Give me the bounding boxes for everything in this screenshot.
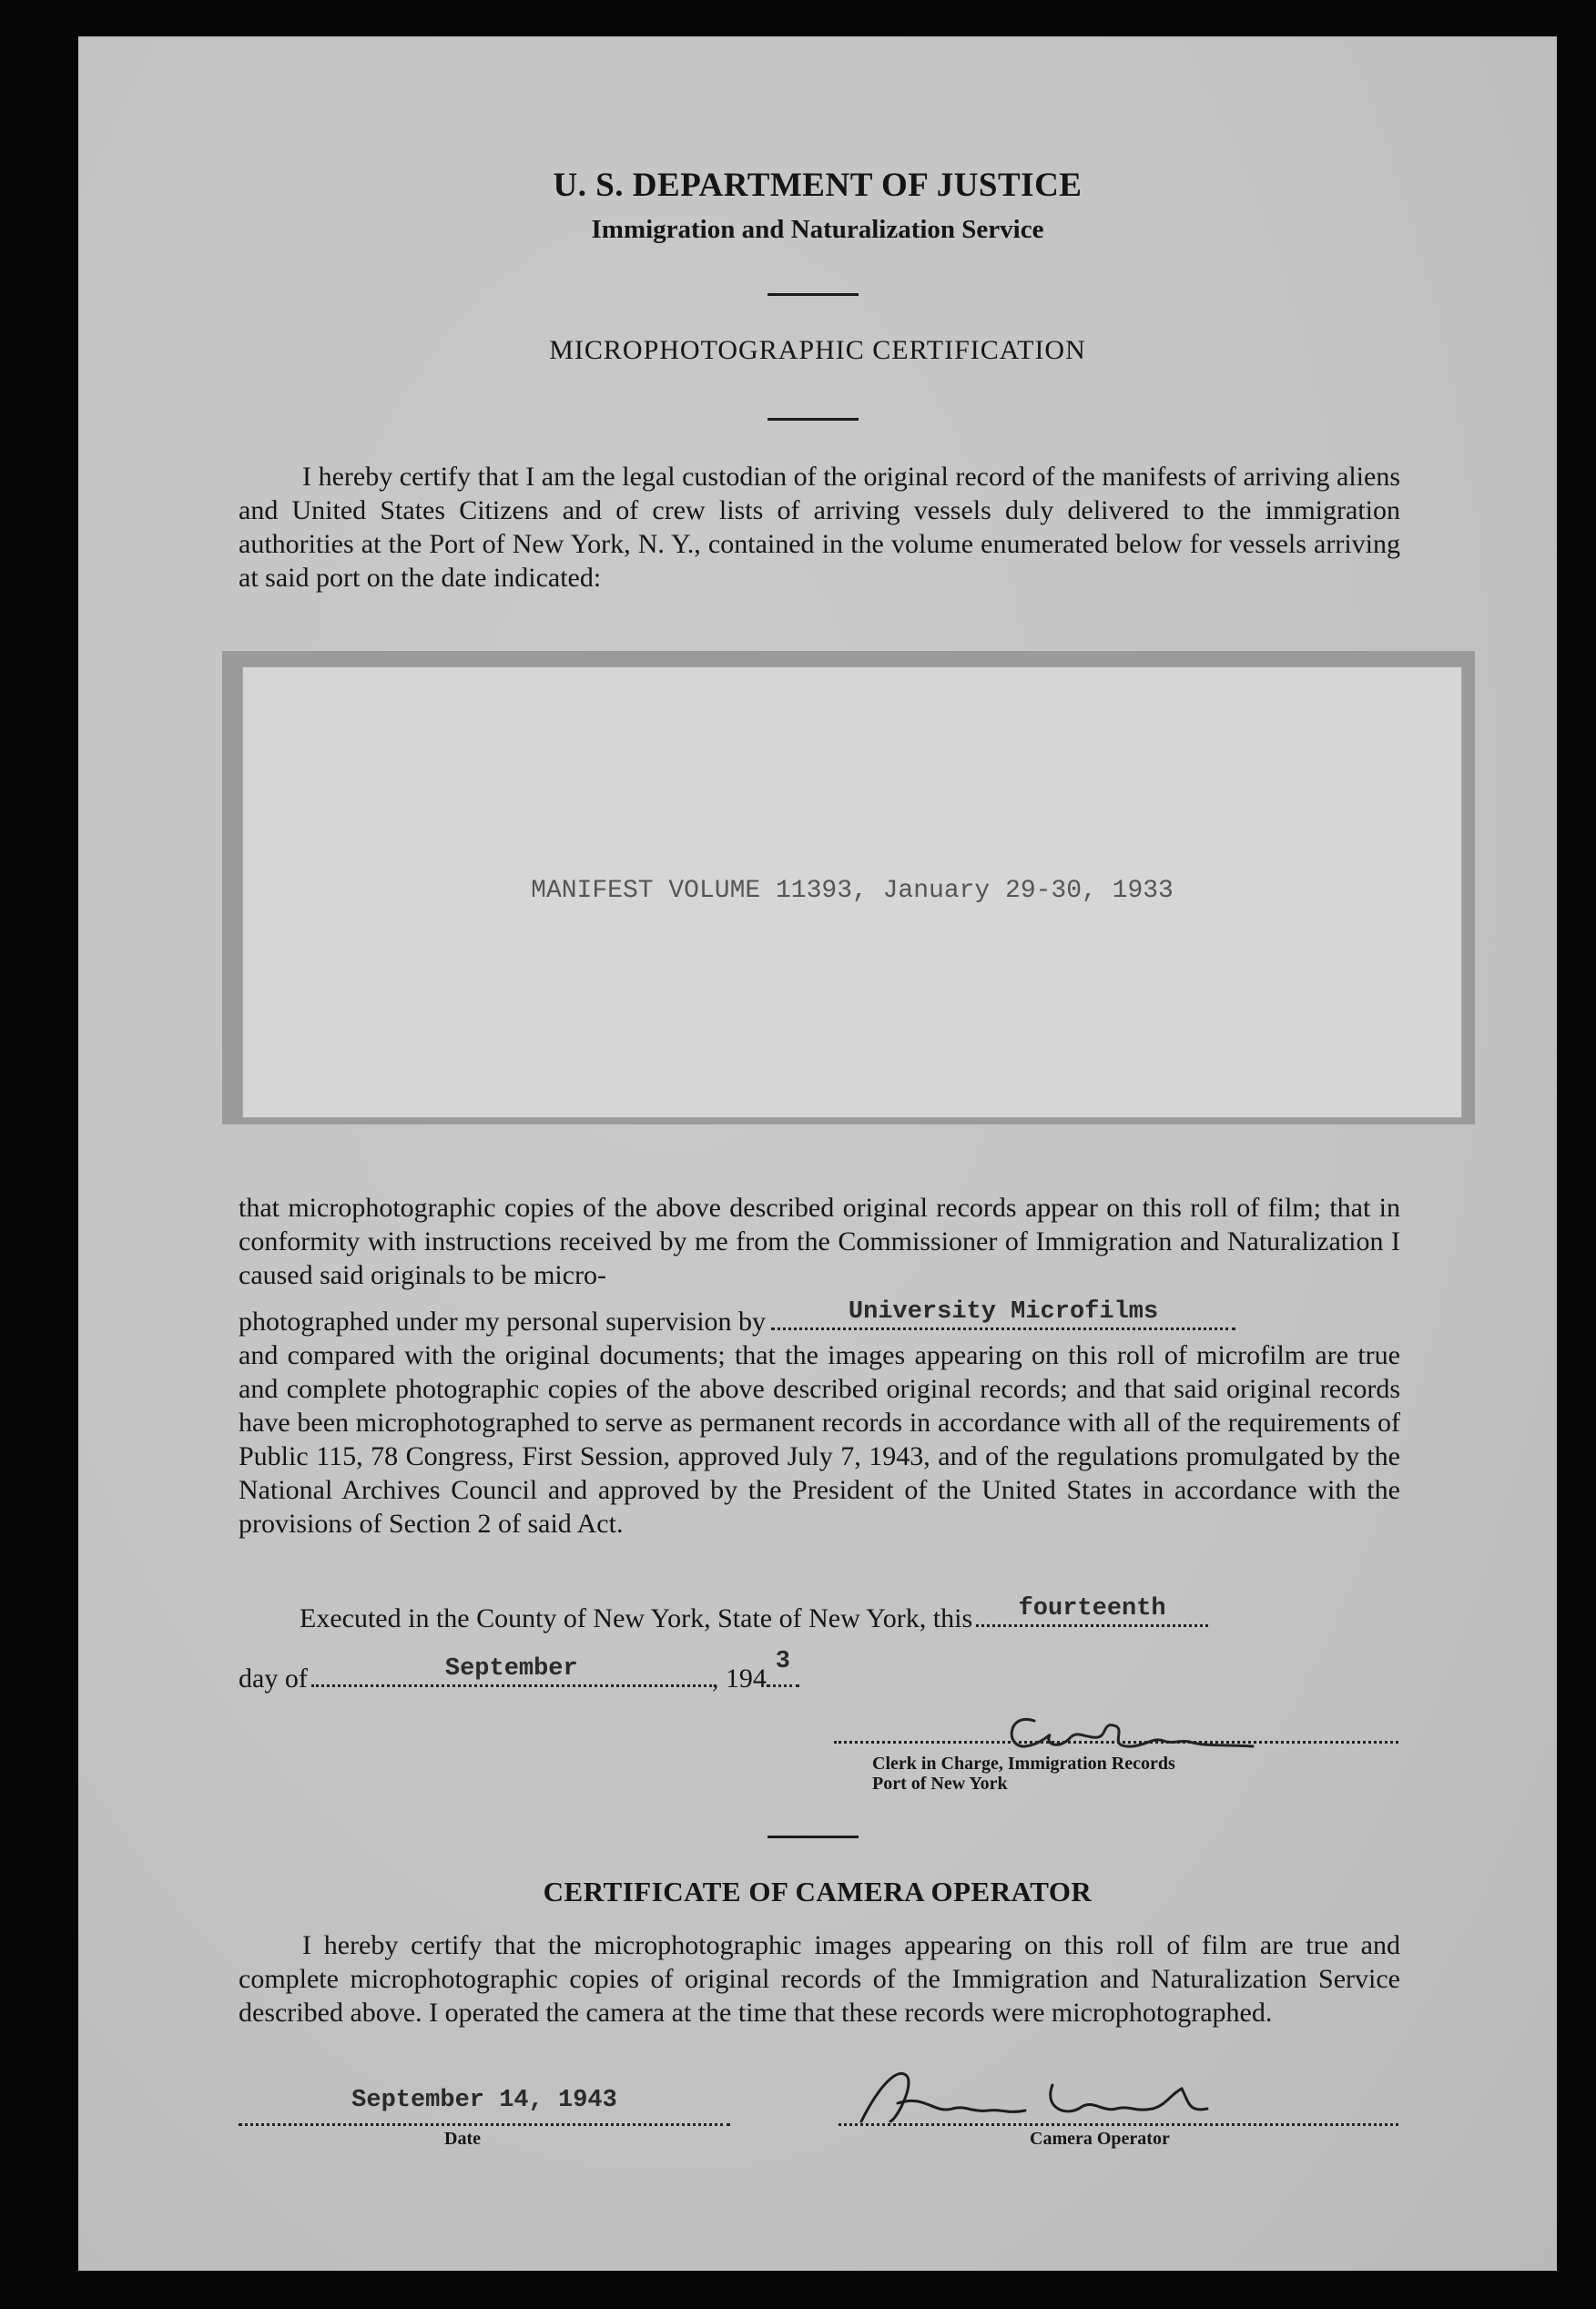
- clerk-title-line1: Clerk in Charge, Immigration Records: [872, 1754, 1175, 1774]
- clerk-title-line2: Port of New York: [872, 1774, 1008, 1794]
- body-paragraph-2: and compared with the original documents; that the images appearing on this roll of microfilm are true and complete photographic copies of the above described original records; and that said original records have been microphotographed to serve as permanent records in accordance with all of the requirements of Public 115, 78 Congress, First Session, approved July 7, 1943, and of the regulations promulgated by the National Archives Council and approved by the President of the United States in accordance with the provisions of Section 2 of said Act.: [239, 1340, 1400, 1539]
- supervision-name: University Microfilms: [848, 1298, 1159, 1326]
- certificate-page: [78, 36, 1557, 2271]
- divider-rule: [768, 1836, 859, 1838]
- executed-day-field: [976, 1595, 1208, 1627]
- operator-signature: [843, 2058, 1225, 2131]
- divider-rule: [768, 418, 859, 421]
- date-label: Date: [444, 2129, 481, 2149]
- operator-date-value: September 14, 1943: [351, 2087, 617, 2114]
- year-digit: 3: [775, 1648, 790, 1675]
- date-line: [239, 2121, 730, 2126]
- service-subtitle: Immigration and Naturalization Service: [591, 215, 1044, 244]
- year-prefix: , 194: [711, 1663, 767, 1694]
- clerk-signature-line: [834, 1739, 1398, 1744]
- manifest-card: [242, 666, 1462, 1118]
- month-field: [311, 1655, 712, 1687]
- executed-line: [300, 1595, 1208, 1634]
- supervision-field: [771, 1298, 1235, 1330]
- certification-heading: MICROPHOTOGRAPHIC CERTIFICATION: [549, 335, 1086, 365]
- camera-operator-paragraph: I hereby certify that the microphotographic images appearing on this roll of film are true and complete microphotographic copies of original records of the Immigration and Naturalization Service described above. I operated the camera at the time that these records were microphotographed.: [239, 1930, 1400, 2028]
- camera-operator-label: Camera Operator: [1030, 2129, 1170, 2149]
- supervision-prefix: photographed under my personal supervision by: [239, 1307, 767, 1337]
- supervision-line: [239, 1298, 1235, 1338]
- divider-rule: [768, 293, 859, 296]
- camera-operator-heading: CERTIFICATE OF CAMERA OPERATOR: [543, 1876, 1093, 1907]
- month-value: September: [444, 1655, 578, 1683]
- day-of-line: [239, 1648, 799, 1694]
- day-of-label: day of: [239, 1663, 308, 1694]
- executed-day: fourteenth: [1018, 1595, 1166, 1622]
- executed-prefix: Executed in the County of New York, State of New York, this: [300, 1603, 973, 1633]
- department-title: U. S. DEPARTMENT OF JUSTICE: [553, 167, 1083, 204]
- manifest-volume-label: MANIFEST VOLUME 11393, January 29-30, 1933: [531, 877, 1174, 905]
- body-paragraph-1: that microphotographic copies of the above described original records appear on this roll of film; that in conformity with instructions received by me from the Commissioner of Immigration and Naturalization I caused said originals to be micro-: [239, 1193, 1400, 1290]
- operator-signature-line: [839, 2121, 1398, 2126]
- year-field: [767, 1648, 799, 1687]
- intro-paragraph: I hereby certify that I am the legal custodian of the original record of the manifests of arriving aliens and United States Citizens and of crew lists of arriving vessels duly delivered to the immigration authorities at the Port of New York, N. Y., contained in the volume enumerated below for vessels arriving at said port on the date indicated:: [239, 462, 1400, 593]
